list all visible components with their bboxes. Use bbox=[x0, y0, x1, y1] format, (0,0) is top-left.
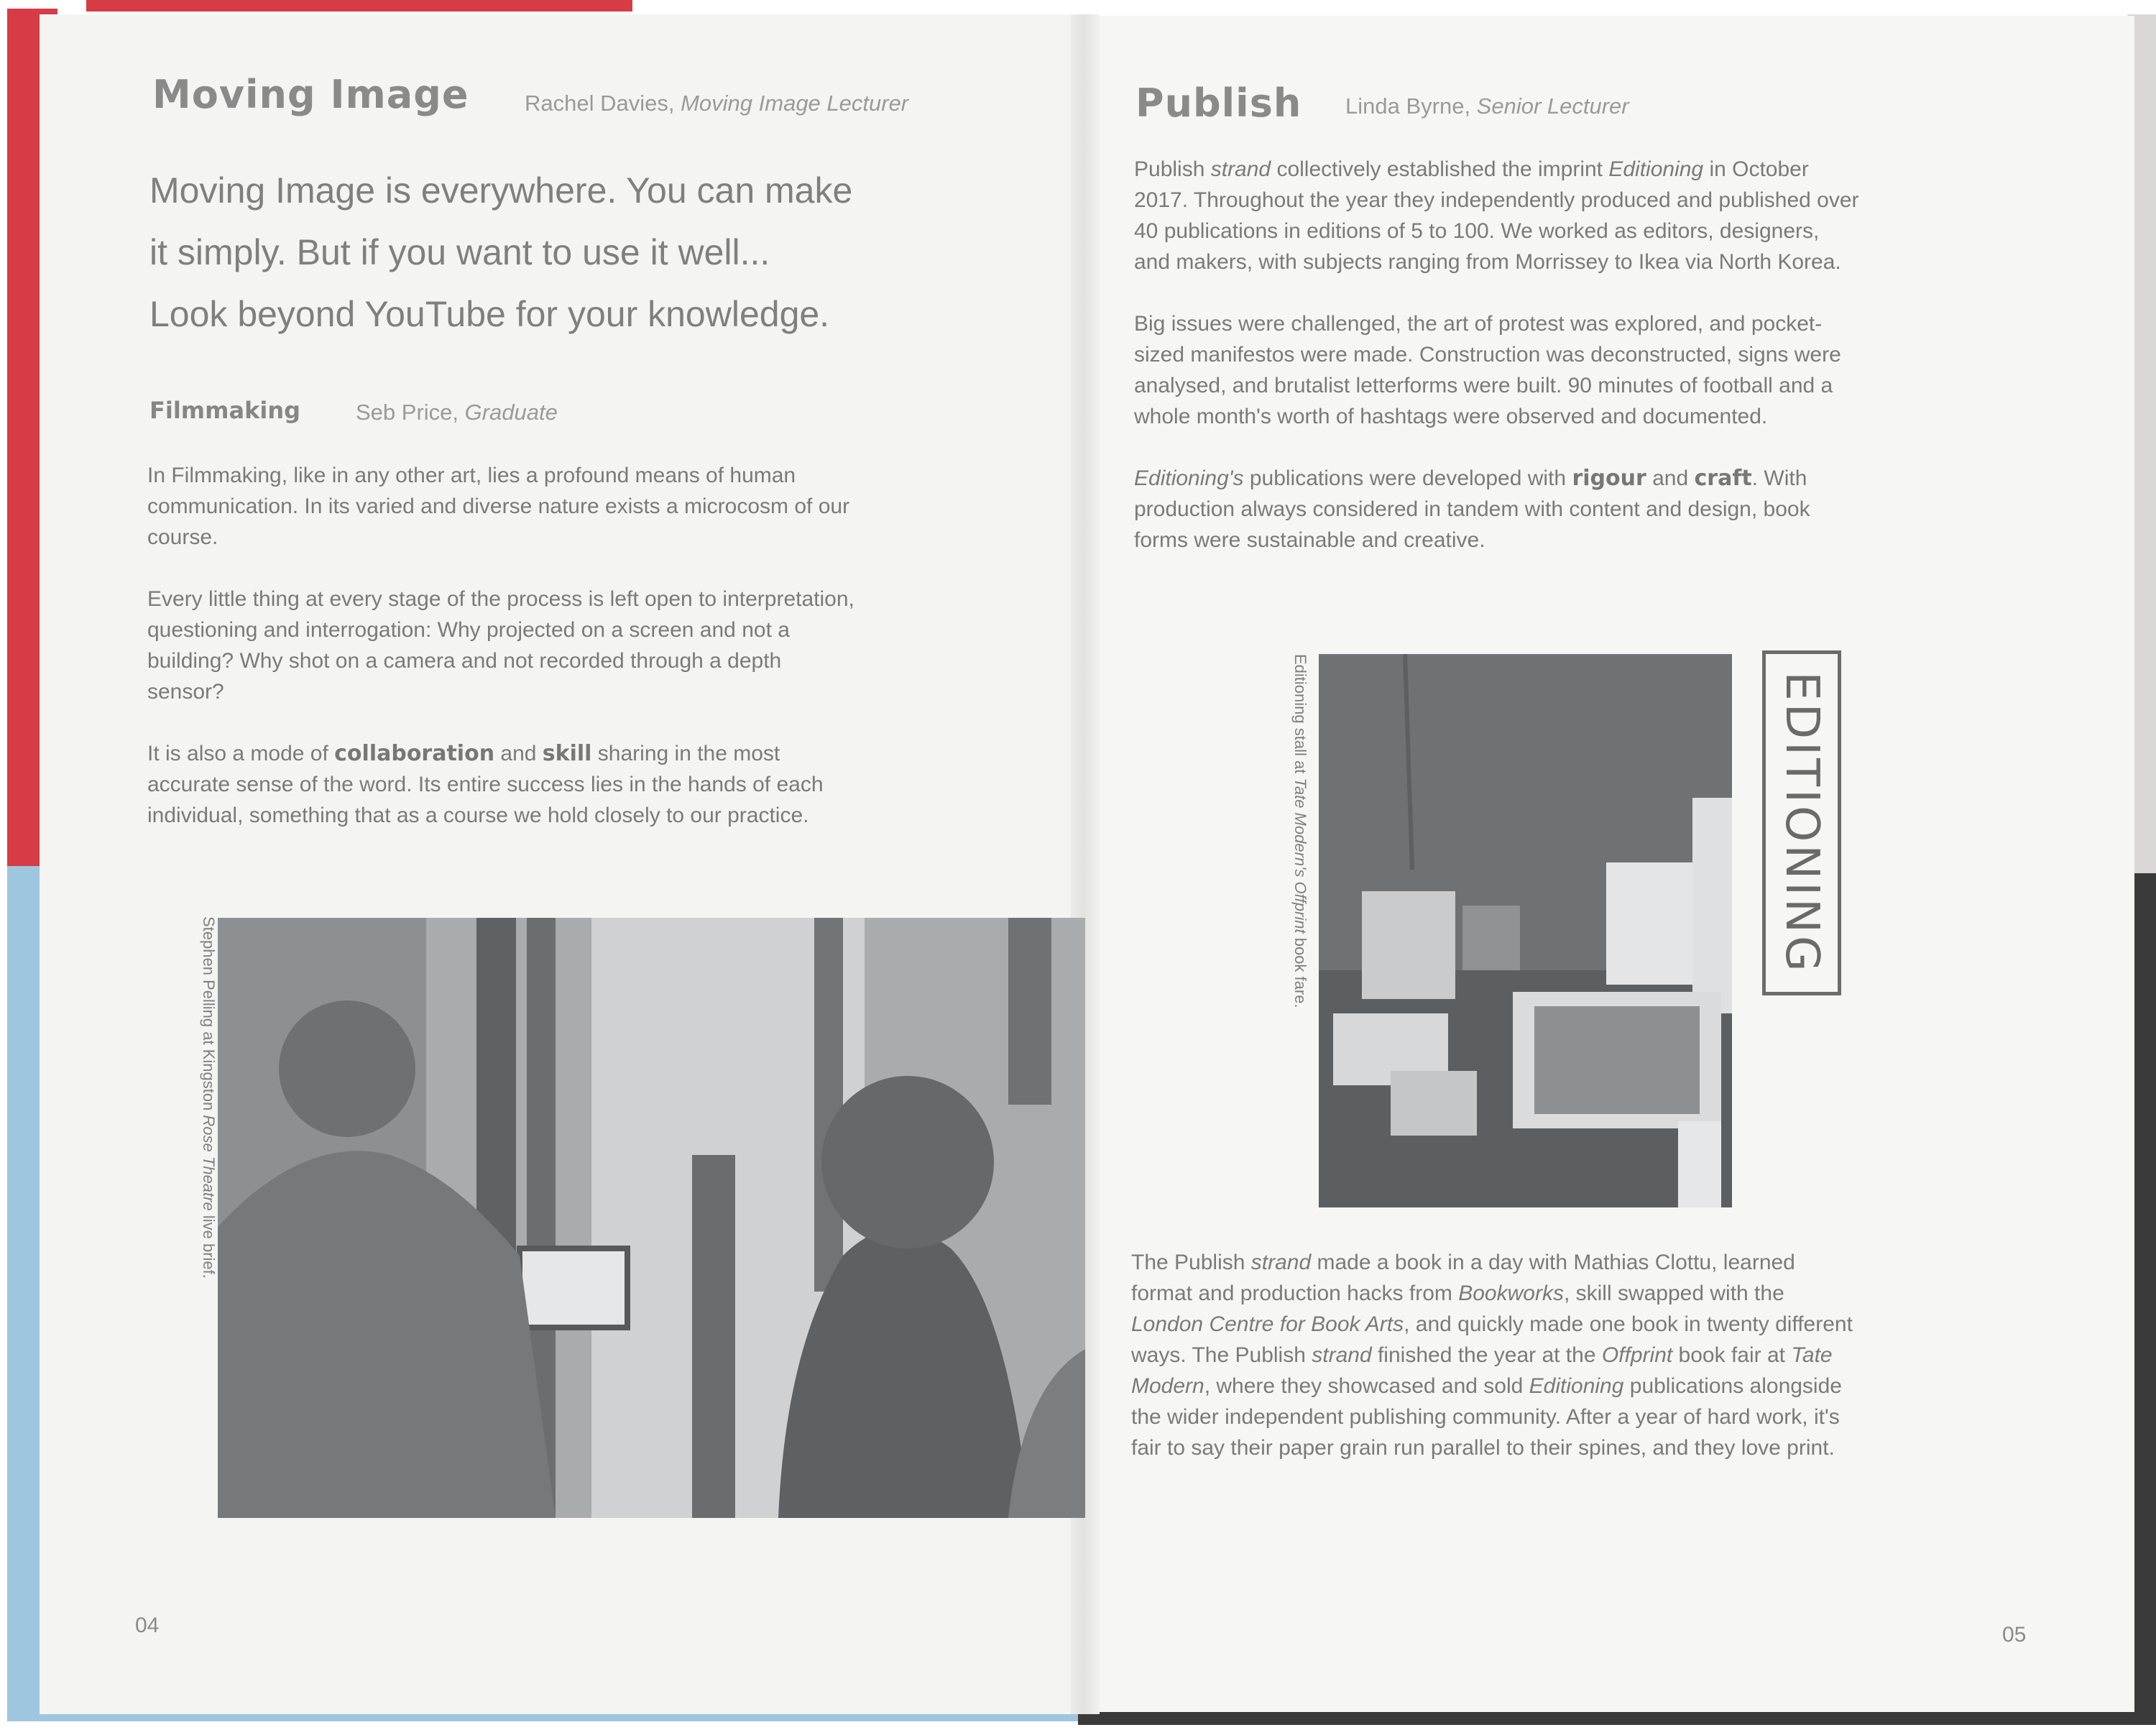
page-number-left: 04 bbox=[135, 1614, 160, 1637]
photo-illustration bbox=[218, 918, 1085, 1518]
editioning-logo: EDITIONING bbox=[1762, 650, 1841, 995]
paragraph: Every little thing at every stage of the process is left open to interpretation, questioning and interrogation: Why projected on a screen and not a building? Why shot on a camera and not recorded through a depth sensor? bbox=[147, 587, 854, 704]
page-title-publish: Publish bbox=[1135, 80, 1302, 126]
lead-line: it simply. But if you want to use it well... bbox=[149, 232, 770, 272]
paragraph: Publish strand collectively established the imprint Editioning in October 2017. Throughout the year they independently produced and published over 40 publications in editions of 5 to 100. We worked as editors, designers, and makers, with subjects ranging from Morrissey to Ikea via North Korea. bbox=[1134, 157, 1859, 274]
subheading-filmmaking: Filmmaking bbox=[149, 397, 301, 424]
photo-caption-left: Stephen Pelling at Kingston Rose Theatre live brief. bbox=[200, 916, 218, 1279]
lead-line: Moving Image is everywhere. You can make bbox=[149, 170, 853, 211]
photo-illustration bbox=[1319, 654, 1732, 1207]
lead-line: Look beyond YouTube for your knowledge. bbox=[149, 294, 830, 334]
photo-editioning-stall bbox=[1319, 654, 1732, 1207]
publish-body-bottom bbox=[1131, 1247, 1857, 1494]
publish-body-top bbox=[1134, 154, 1860, 586]
paragraph: It is also a mode of collaboration and skill sharing in the most accurate sense of the word. Its entire success lies in the hands of each individual, something that as a course we hold closely to our practice. bbox=[147, 741, 824, 827]
byline-moving-image: Rachel Davies, Moving Image Lecturer bbox=[525, 91, 909, 116]
byline-publish: Linda Byrne, Senior Lecturer bbox=[1345, 93, 1629, 119]
page-title-moving-image: Moving Image bbox=[152, 72, 469, 117]
photo-rose-theatre bbox=[218, 918, 1085, 1518]
paragraph: Big issues were challenged, the art of protest was explored, and pocket-sized manifestos were made. Construction was deconstructed, signs were analysed, and brutalist letterforms were built. 90 minutes of football and a whole month's worth of hashtags were observed and documented. bbox=[1134, 312, 1841, 428]
lead-quote bbox=[149, 160, 1048, 345]
photo-caption-right: Editioning stall at Tate Modern's Offprint book fare. bbox=[1291, 654, 1309, 1008]
paragraph: The Publish strand made a book in a day with Mathias Clottu, learned format and production hacks from Bookworks, skill swapped with the London Centre for Book Arts, and quickly made one book in twenty different ways. The Publish strand finished the year at the Offprint book fair at Tate Modern, where they showcased and sold Editioning publications alongside the wider independent publishing community. After a year of hard work, it's fair to say their paper grain run parallel to their spines, and they love print. bbox=[1131, 1251, 1853, 1460]
byline-filmmaking: Seb Price, Graduate bbox=[356, 400, 558, 425]
cover-edge-top-red bbox=[86, 0, 632, 11]
page-number-right: 05 bbox=[2002, 1623, 2027, 1647]
paragraph: In Filmmaking, like in any other art, lies a profound means of human communication. In its varied and diverse nature exists a microcosm of our course. bbox=[147, 464, 850, 549]
paragraph: Editioning's publications were developed with rigour and craft. With production always considered in tandem with content and design, book forms were sustainable and creative. bbox=[1134, 466, 1810, 552]
filmmaking-body bbox=[147, 460, 859, 862]
